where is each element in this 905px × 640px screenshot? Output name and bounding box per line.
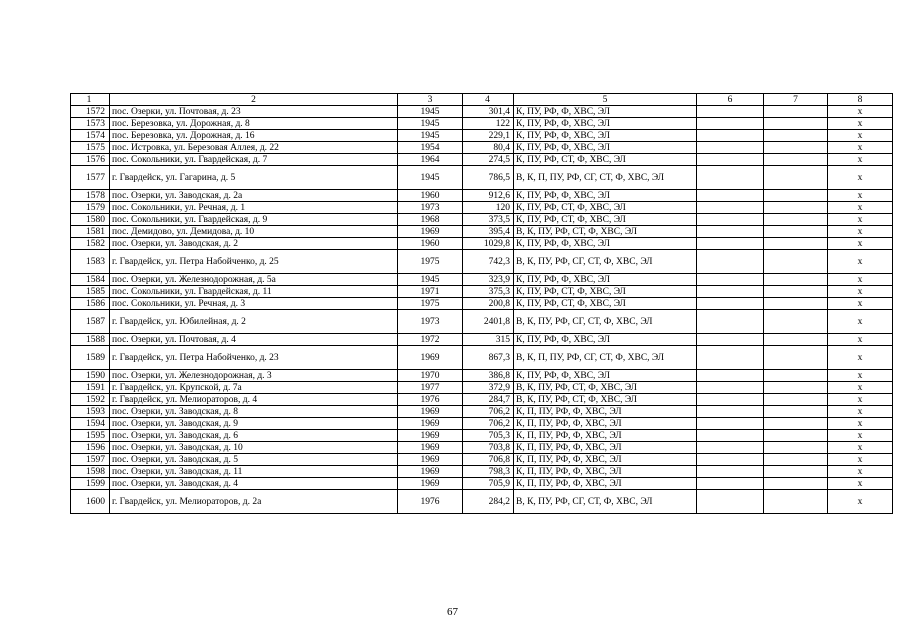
column-7-cell	[764, 466, 828, 478]
area-cell: 323,9	[463, 274, 514, 286]
area-cell: 395,4	[463, 226, 514, 238]
year-cell: 1945	[398, 118, 463, 130]
systems-cell: К, ПУ, РФ, СТ, Ф, ХВС, ЭЛ	[514, 154, 697, 166]
systems-cell: К, ПУ, РФ, Ф, ХВС, ЭЛ	[514, 274, 697, 286]
year-cell: 1973	[398, 202, 463, 214]
column-7-cell	[764, 382, 828, 394]
column-8-cell: х	[828, 430, 893, 442]
column-6-cell	[697, 130, 764, 142]
column-header-3: 3	[398, 94, 463, 106]
table-row	[71, 394, 893, 406]
column-6-cell	[697, 106, 764, 118]
table-row	[71, 130, 893, 142]
column-6-cell	[697, 226, 764, 238]
year-cell: 1971	[398, 286, 463, 298]
column-6-cell	[697, 490, 764, 514]
table-row	[71, 118, 893, 130]
row-number-cell: 1580	[71, 214, 110, 226]
address-cell: г. Гвардейск, ул. Мелиораторов, д. 4	[110, 394, 398, 406]
systems-cell: В, К, ПУ, РФ, СГ, СТ, Ф, ХВС, ЭЛ	[514, 250, 697, 274]
column-7-cell	[764, 394, 828, 406]
area-cell: 301,4	[463, 106, 514, 118]
address-cell: г. Гвардейск, ул. Петра Набойченко, д. 25	[110, 250, 398, 274]
row-number-cell: 1576	[71, 154, 110, 166]
area-cell: 122	[463, 118, 514, 130]
area-cell: 912,6	[463, 190, 514, 202]
address-cell: пос. Озерки, ул. Заводская, д. 9	[110, 418, 398, 430]
area-cell: 120	[463, 202, 514, 214]
column-6-cell	[697, 406, 764, 418]
year-cell: 1969	[398, 454, 463, 466]
area-cell: 867,3	[463, 346, 514, 370]
year-cell: 1975	[398, 250, 463, 274]
row-number-cell: 1592	[71, 394, 110, 406]
row-number-cell: 1579	[71, 202, 110, 214]
address-cell: пос. Сокольники, ул. Гвардейская, д. 7	[110, 154, 398, 166]
column-6-cell	[697, 202, 764, 214]
column-6-cell	[697, 442, 764, 454]
systems-cell: К, П, ПУ, РФ, Ф, ХВС, ЭЛ	[514, 418, 697, 430]
systems-cell: К, ПУ, РФ, Ф, ХВС, ЭЛ	[514, 118, 697, 130]
column-6-cell	[697, 238, 764, 250]
column-6-cell	[697, 430, 764, 442]
address-cell: пос. Озерки, ул. Заводская, д. 8	[110, 406, 398, 418]
table-row	[71, 406, 893, 418]
address-cell: г. Гвардейск, ул. Крупской, д. 7а	[110, 382, 398, 394]
year-cell: 1969	[398, 442, 463, 454]
column-8-cell: х	[828, 334, 893, 346]
address-cell: пос. Озерки, ул. Заводская, д. 11	[110, 466, 398, 478]
year-cell: 1945	[398, 130, 463, 142]
row-number-cell: 1600	[71, 490, 110, 514]
column-7-cell	[764, 406, 828, 418]
row-number-cell: 1586	[71, 298, 110, 310]
year-cell: 1960	[398, 238, 463, 250]
column-8-cell: х	[828, 382, 893, 394]
systems-cell: В, К, П, ПУ, РФ, СГ, СТ, Ф, ХВС, ЭЛ	[514, 166, 697, 190]
column-8-cell: х	[828, 202, 893, 214]
column-7-cell	[764, 286, 828, 298]
area-cell: 703,8	[463, 442, 514, 454]
column-6-cell	[697, 334, 764, 346]
systems-cell: К, ПУ, РФ, Ф, ХВС, ЭЛ	[514, 370, 697, 382]
table-row	[71, 334, 893, 346]
column-6-cell	[697, 346, 764, 370]
row-number-cell: 1589	[71, 346, 110, 370]
housing-table	[70, 93, 893, 514]
column-6-cell	[697, 166, 764, 190]
address-cell: пос. Озерки, ул. Почтовая, д. 4	[110, 334, 398, 346]
year-cell: 1969	[398, 478, 463, 490]
column-7-cell	[764, 118, 828, 130]
column-header-1: 1	[71, 94, 110, 106]
row-number-cell: 1573	[71, 118, 110, 130]
table-row	[71, 346, 893, 370]
address-cell: пос. Озерки, ул. Железнодорожная, д. 3	[110, 370, 398, 382]
year-cell: 1969	[398, 346, 463, 370]
systems-cell: К, ПУ, РФ, Ф, ХВС, ЭЛ	[514, 334, 697, 346]
column-8-cell: х	[828, 238, 893, 250]
year-cell: 1970	[398, 370, 463, 382]
column-6-cell	[697, 250, 764, 274]
row-number-cell: 1593	[71, 406, 110, 418]
column-6-cell	[697, 382, 764, 394]
address-cell: г. Гвардейск, ул. Мелиораторов, д. 2а	[110, 490, 398, 514]
column-7-cell	[764, 154, 828, 166]
table-row	[71, 370, 893, 382]
year-cell: 1973	[398, 310, 463, 334]
area-cell: 1029,8	[463, 238, 514, 250]
area-cell: 229,1	[463, 130, 514, 142]
systems-cell: К, ПУ, РФ, Ф, ХВС, ЭЛ	[514, 142, 697, 154]
table-row	[71, 382, 893, 394]
column-7-cell	[764, 130, 828, 142]
address-cell: пос. Озерки, ул. Железнодорожная, д. 5а	[110, 274, 398, 286]
year-cell: 1969	[398, 466, 463, 478]
area-cell: 798,3	[463, 466, 514, 478]
table-row	[71, 430, 893, 442]
row-number-cell: 1581	[71, 226, 110, 238]
column-7-cell	[764, 238, 828, 250]
column-6-cell	[697, 154, 764, 166]
column-6-cell	[697, 370, 764, 382]
table-row	[71, 142, 893, 154]
column-6-cell	[697, 394, 764, 406]
column-header-7: 7	[764, 94, 828, 106]
column-6-cell	[697, 286, 764, 298]
column-8-cell: х	[828, 454, 893, 466]
area-cell: 284,2	[463, 490, 514, 514]
row-number-cell: 1598	[71, 466, 110, 478]
column-8-cell: х	[828, 490, 893, 514]
document-page	[70, 93, 863, 514]
column-8-cell: х	[828, 310, 893, 334]
column-8-cell: х	[828, 286, 893, 298]
column-6-cell	[697, 298, 764, 310]
column-6-cell	[697, 466, 764, 478]
systems-cell: К, ПУ, РФ, Ф, ХВС, ЭЛ	[514, 106, 697, 118]
systems-cell: К, ПУ, РФ, Ф, ХВС, ЭЛ	[514, 190, 697, 202]
table-row	[71, 166, 893, 190]
year-cell: 1969	[398, 418, 463, 430]
area-cell: 706,2	[463, 418, 514, 430]
column-6-cell	[697, 214, 764, 226]
column-8-cell: х	[828, 394, 893, 406]
year-cell: 1972	[398, 334, 463, 346]
year-cell: 1976	[398, 490, 463, 514]
row-number-cell: 1595	[71, 430, 110, 442]
area-cell: 372,9	[463, 382, 514, 394]
column-8-cell: х	[828, 190, 893, 202]
column-6-cell	[697, 190, 764, 202]
table-row	[71, 190, 893, 202]
systems-cell: В, К, ПУ, РФ, СГ, СТ, Ф, ХВС, ЭЛ	[514, 490, 697, 514]
year-cell: 1975	[398, 298, 463, 310]
column-7-cell	[764, 106, 828, 118]
address-cell: пос. Озерки, ул. Заводская, д. 5	[110, 454, 398, 466]
column-8-cell: х	[828, 154, 893, 166]
column-7-cell	[764, 142, 828, 154]
row-number-cell: 1585	[71, 286, 110, 298]
row-number-cell: 1591	[71, 382, 110, 394]
table-row	[71, 214, 893, 226]
column-7-cell	[764, 490, 828, 514]
systems-cell: К, П, ПУ, РФ, Ф, ХВС, ЭЛ	[514, 466, 697, 478]
year-cell: 1977	[398, 382, 463, 394]
address-cell: г. Гвардейск, ул. Петра Набойченко, д. 23	[110, 346, 398, 370]
systems-cell: К, ПУ, РФ, Ф, ХВС, ЭЛ	[514, 238, 697, 250]
address-cell: г. Гвардейск, ул. Юбилейная, д. 2	[110, 310, 398, 334]
row-number-cell: 1599	[71, 478, 110, 490]
row-number-cell: 1596	[71, 442, 110, 454]
area-cell: 706,8	[463, 454, 514, 466]
column-7-cell	[764, 310, 828, 334]
row-number-cell: 1597	[71, 454, 110, 466]
column-6-cell	[697, 418, 764, 430]
year-cell: 1960	[398, 190, 463, 202]
table-row	[71, 250, 893, 274]
column-8-cell: х	[828, 118, 893, 130]
row-number-cell: 1572	[71, 106, 110, 118]
column-7-cell	[764, 250, 828, 274]
row-number-cell: 1577	[71, 166, 110, 190]
column-8-cell: х	[828, 418, 893, 430]
column-7-cell	[764, 202, 828, 214]
address-cell: г. Гвардейск, ул. Гагарина, д. 5	[110, 166, 398, 190]
table-row	[71, 310, 893, 334]
table-row	[71, 418, 893, 430]
systems-cell: В, К, ПУ, РФ, СТ, Ф, ХВС, ЭЛ	[514, 394, 697, 406]
row-number-cell: 1583	[71, 250, 110, 274]
table-row	[71, 298, 893, 310]
table-body	[71, 106, 893, 514]
column-7-cell	[764, 226, 828, 238]
area-cell: 705,3	[463, 430, 514, 442]
column-7-cell	[764, 478, 828, 490]
column-6-cell	[697, 142, 764, 154]
address-cell: пос. Озерки, ул. Заводская, д. 6	[110, 430, 398, 442]
column-7-cell	[764, 334, 828, 346]
row-number-cell: 1575	[71, 142, 110, 154]
table-header-row	[71, 94, 893, 106]
row-number-cell: 1574	[71, 130, 110, 142]
address-cell: пос. Сокольники, ул. Речная, д. 1	[110, 202, 398, 214]
column-6-cell	[697, 310, 764, 334]
address-cell: пос. Озерки, ул. Заводская, д. 10	[110, 442, 398, 454]
area-cell: 200,8	[463, 298, 514, 310]
column-7-cell	[764, 442, 828, 454]
address-cell: пос. Истровка, ул. Березовая Аллея, д. 22	[110, 142, 398, 154]
table-row	[71, 478, 893, 490]
year-cell: 1945	[398, 166, 463, 190]
row-number-cell: 1584	[71, 274, 110, 286]
column-7-cell	[764, 166, 828, 190]
systems-cell: В, К, ПУ, РФ, СГ, СТ, Ф, ХВС, ЭЛ	[514, 310, 697, 334]
address-cell: пос. Озерки, ул. Заводская, д. 2	[110, 238, 398, 250]
area-cell: 315	[463, 334, 514, 346]
address-cell: пос. Сокольники, ул. Гвардейская, д. 11	[110, 286, 398, 298]
systems-cell: К, ПУ, РФ, СТ, Ф, ХВС, ЭЛ	[514, 286, 697, 298]
column-8-cell: х	[828, 406, 893, 418]
table-row	[71, 274, 893, 286]
area-cell: 375,3	[463, 286, 514, 298]
row-number-cell: 1588	[71, 334, 110, 346]
year-cell: 1945	[398, 274, 463, 286]
column-8-cell: х	[828, 346, 893, 370]
column-8-cell: х	[828, 226, 893, 238]
column-7-cell	[764, 298, 828, 310]
table-row	[71, 226, 893, 238]
table-row	[71, 286, 893, 298]
year-cell: 1969	[398, 406, 463, 418]
address-cell: пос. Озерки, ул. Заводская, д. 2а	[110, 190, 398, 202]
address-cell: пос. Березовка, ул. Дорожная, д. 16	[110, 130, 398, 142]
table-row	[71, 202, 893, 214]
column-8-cell: х	[828, 166, 893, 190]
address-cell: пос. Озерки, ул. Почтовая, д. 23	[110, 106, 398, 118]
area-cell: 373,5	[463, 214, 514, 226]
systems-cell: К, ПУ, РФ, Ф, ХВС, ЭЛ	[514, 130, 697, 142]
year-cell: 1954	[398, 142, 463, 154]
area-cell: 706,2	[463, 406, 514, 418]
column-8-cell: х	[828, 274, 893, 286]
systems-cell: В, К, ПУ, РФ, СТ, Ф, ХВС, ЭЛ	[514, 382, 697, 394]
column-7-cell	[764, 370, 828, 382]
column-8-cell: х	[828, 130, 893, 142]
systems-cell: К, ПУ, РФ, СТ, Ф, ХВС, ЭЛ	[514, 298, 697, 310]
column-8-cell: х	[828, 214, 893, 226]
area-cell: 786,5	[463, 166, 514, 190]
column-7-cell	[764, 214, 828, 226]
column-7-cell	[764, 430, 828, 442]
column-7-cell	[764, 454, 828, 466]
column-6-cell	[697, 478, 764, 490]
systems-cell: В, К, ПУ, РФ, СТ, Ф, ХВС, ЭЛ	[514, 226, 697, 238]
column-6-cell	[697, 274, 764, 286]
area-cell: 705,9	[463, 478, 514, 490]
column-header-5: 5	[514, 94, 697, 106]
address-cell: пос. Озерки, ул. Заводская, д. 4	[110, 478, 398, 490]
column-7-cell	[764, 274, 828, 286]
column-8-cell: х	[828, 478, 893, 490]
table-row	[71, 466, 893, 478]
table-row	[71, 238, 893, 250]
column-header-6: 6	[697, 94, 764, 106]
column-8-cell: х	[828, 250, 893, 274]
table-row	[71, 454, 893, 466]
column-6-cell	[697, 118, 764, 130]
systems-cell: К, П, ПУ, РФ, Ф, ХВС, ЭЛ	[514, 478, 697, 490]
year-cell: 1969	[398, 430, 463, 442]
area-cell: 274,5	[463, 154, 514, 166]
column-header-2: 2	[110, 94, 398, 106]
systems-cell: К, П, ПУ, РФ, Ф, ХВС, ЭЛ	[514, 406, 697, 418]
row-number-cell: 1590	[71, 370, 110, 382]
systems-cell: К, П, ПУ, РФ, Ф, ХВС, ЭЛ	[514, 442, 697, 454]
column-7-cell	[764, 346, 828, 370]
year-cell: 1945	[398, 106, 463, 118]
table-row	[71, 154, 893, 166]
year-cell: 1964	[398, 154, 463, 166]
column-header-8: 8	[828, 94, 893, 106]
table-row	[71, 442, 893, 454]
systems-cell: К, П, ПУ, РФ, Ф, ХВС, ЭЛ	[514, 454, 697, 466]
column-8-cell: х	[828, 370, 893, 382]
area-cell: 80,4	[463, 142, 514, 154]
column-header-4: 4	[463, 94, 514, 106]
area-cell: 2401,8	[463, 310, 514, 334]
systems-cell: В, К, П, ПУ, РФ, СГ, СТ, Ф, ХВС, ЭЛ	[514, 346, 697, 370]
row-number-cell: 1594	[71, 418, 110, 430]
row-number-cell: 1578	[71, 190, 110, 202]
address-cell: пос. Демидово, ул. Демидова, д. 10	[110, 226, 398, 238]
column-8-cell: х	[828, 298, 893, 310]
column-7-cell	[764, 190, 828, 202]
column-6-cell	[697, 454, 764, 466]
row-number-cell: 1582	[71, 238, 110, 250]
column-8-cell: х	[828, 106, 893, 118]
area-cell: 284,7	[463, 394, 514, 406]
address-cell: пос. Березовка, ул. Дорожная, д. 8	[110, 118, 398, 130]
year-cell: 1976	[398, 394, 463, 406]
address-cell: пос. Сокольники, ул. Речная, д. 3	[110, 298, 398, 310]
address-cell: пос. Сокольники, ул. Гвардейская, д. 9	[110, 214, 398, 226]
page-number: 67	[447, 606, 458, 618]
column-8-cell: х	[828, 442, 893, 454]
systems-cell: К, П, ПУ, РФ, Ф, ХВС, ЭЛ	[514, 430, 697, 442]
column-7-cell	[764, 418, 828, 430]
column-8-cell: х	[828, 142, 893, 154]
area-cell: 742,3	[463, 250, 514, 274]
systems-cell: К, ПУ, РФ, СТ, Ф, ХВС, ЭЛ	[514, 214, 697, 226]
systems-cell: К, ПУ, РФ, СТ, Ф, ХВС, ЭЛ	[514, 202, 697, 214]
table-row	[71, 490, 893, 514]
year-cell: 1968	[398, 214, 463, 226]
row-number-cell: 1587	[71, 310, 110, 334]
column-8-cell: х	[828, 466, 893, 478]
year-cell: 1969	[398, 226, 463, 238]
table-row	[71, 106, 893, 118]
area-cell: 386,8	[463, 370, 514, 382]
